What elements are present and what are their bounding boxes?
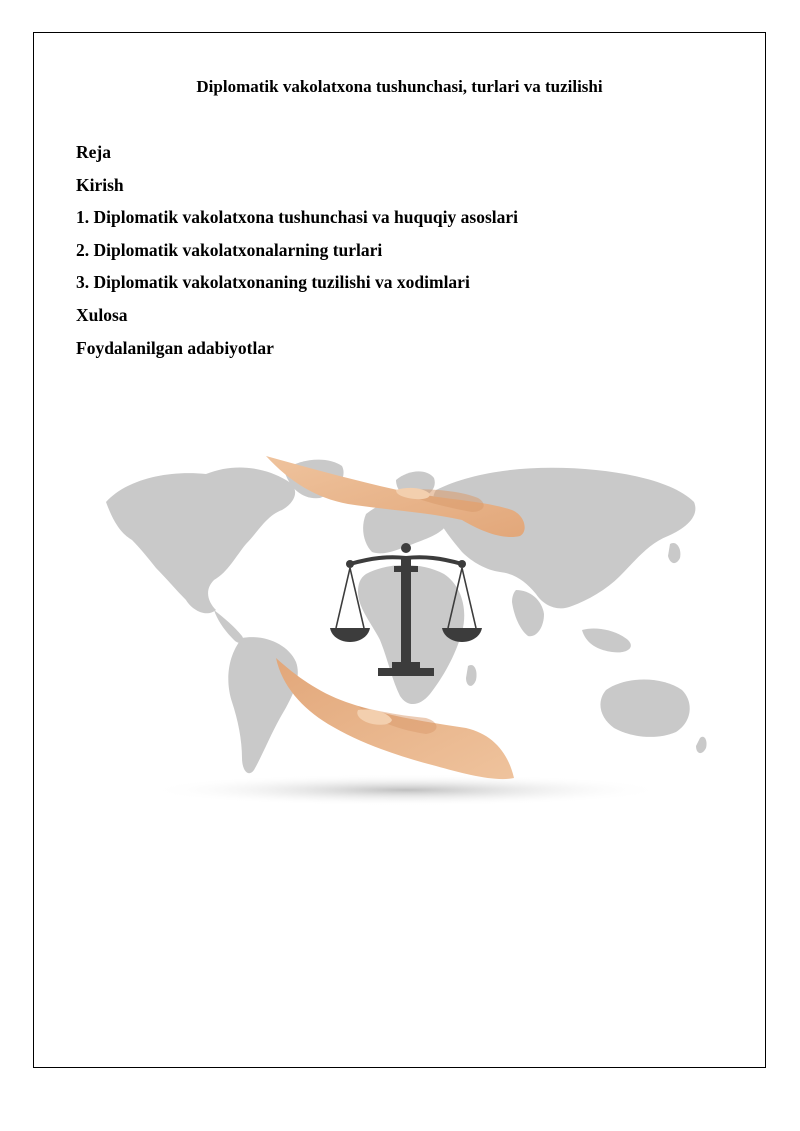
north-america	[106, 467, 295, 613]
illustration-svg	[96, 440, 710, 810]
australia	[600, 680, 689, 737]
toc-item-section-1: 1. Diplomatik vakolatxona tushunchasi va huquqiy asoslari	[76, 207, 519, 228]
floor-shadow	[146, 774, 666, 806]
madagascar	[466, 665, 477, 686]
south-america	[228, 637, 297, 773]
table-of-contents	[76, 141, 518, 369]
toc-item-xulosa: Xulosa	[76, 304, 128, 325]
toc-item-kirish: Kirish	[76, 174, 124, 195]
document-title: Diplomatik vakolatxona tushunchasi, turlari va tuzilishi	[196, 77, 603, 96]
asia	[433, 468, 695, 609]
toc-item-references: Foydalanilgan adabiyotlar	[76, 337, 274, 358]
toc-item-reja: Reja	[76, 142, 111, 162]
toc-item-section-2: 2. Diplomatik vakolatxonalarning turlari	[76, 239, 383, 260]
toc-item-section-3: 3. Diplomatik vakolatxonaning tuzilishi va xodimlari	[76, 272, 470, 293]
illustration-figure	[96, 440, 710, 810]
new-zealand	[696, 737, 707, 753]
central-america	[214, 610, 243, 643]
japan	[668, 543, 680, 563]
southeast-asia	[582, 628, 631, 652]
